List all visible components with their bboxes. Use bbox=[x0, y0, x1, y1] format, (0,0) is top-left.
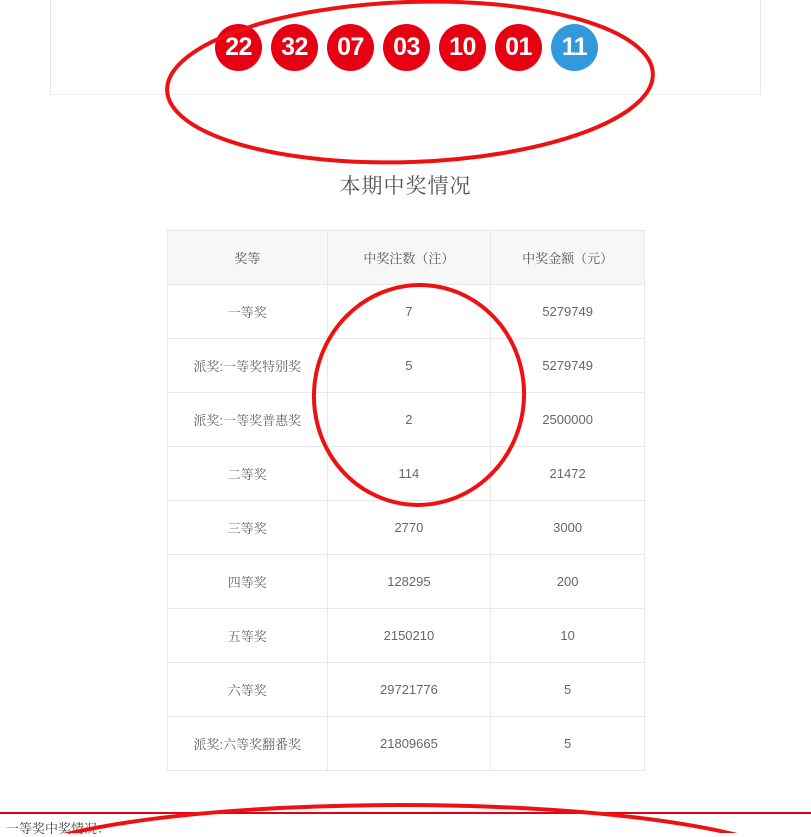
winning-numbers-panel bbox=[50, 0, 761, 95]
cell-count: 2770 bbox=[327, 501, 491, 555]
table-row bbox=[168, 285, 645, 339]
annotation-ellipse-bottom-heading bbox=[0, 805, 800, 833]
cell-level: 派奖:六等奖翻番奖 bbox=[168, 717, 328, 771]
table-row bbox=[168, 447, 645, 501]
section-title: 本期中奖情况 bbox=[339, 175, 472, 198]
cell-level: 四等奖 bbox=[168, 555, 328, 609]
table-row bbox=[168, 339, 645, 393]
cell-level: 三等奖 bbox=[168, 501, 328, 555]
table-row bbox=[168, 663, 645, 717]
cell-level: 派奖:一等奖特别奖 bbox=[168, 339, 328, 393]
cell-count: 29721776 bbox=[327, 663, 491, 717]
cell-amount: 10 bbox=[491, 609, 645, 663]
column-header-count: 中奖注数（注） bbox=[327, 231, 491, 285]
cell-amount: 5279749 bbox=[491, 339, 645, 393]
cell-count: 2 bbox=[327, 393, 491, 447]
prize-table bbox=[167, 230, 645, 771]
cell-count: 7 bbox=[327, 285, 491, 339]
lottery-ball: 10 bbox=[439, 24, 486, 71]
lottery-ball: 03 bbox=[383, 24, 430, 71]
table-row bbox=[168, 501, 645, 555]
table-row bbox=[168, 609, 645, 663]
cell-level: 五等奖 bbox=[168, 609, 328, 663]
cell-amount: 5 bbox=[491, 717, 645, 771]
cell-level: 一等奖 bbox=[168, 285, 328, 339]
cell-amount: 3000 bbox=[491, 501, 645, 555]
cell-count: 2150210 bbox=[327, 609, 491, 663]
table-header-row bbox=[168, 231, 645, 285]
cell-count: 5 bbox=[327, 339, 491, 393]
lottery-ball-special: 11 bbox=[551, 24, 598, 71]
bottom-section-heading: 一等奖中奖情况： bbox=[6, 821, 111, 836]
lottery-ball: 32 bbox=[271, 24, 318, 71]
cell-amount: 200 bbox=[491, 555, 645, 609]
cell-level: 派奖:一等奖普惠奖 bbox=[168, 393, 328, 447]
table-row bbox=[168, 717, 645, 771]
lottery-ball: 01 bbox=[495, 24, 542, 71]
cell-amount: 5279749 bbox=[491, 285, 645, 339]
cell-amount: 2500000 bbox=[491, 393, 645, 447]
cell-amount: 5 bbox=[491, 663, 645, 717]
column-header-amount: 中奖金额（元） bbox=[491, 231, 645, 285]
cell-level: 六等奖 bbox=[168, 663, 328, 717]
cell-amount: 21472 bbox=[491, 447, 645, 501]
column-header-level: 奖等 bbox=[168, 231, 328, 285]
bottom-divider bbox=[0, 812, 811, 814]
lottery-ball: 22 bbox=[215, 24, 262, 71]
table-row bbox=[168, 393, 645, 447]
winning-numbers-list bbox=[51, 0, 762, 95]
cell-level: 二等奖 bbox=[168, 447, 328, 501]
lottery-ball: 07 bbox=[327, 24, 374, 71]
cell-count: 128295 bbox=[327, 555, 491, 609]
cell-count: 114 bbox=[327, 447, 491, 501]
table-row bbox=[168, 555, 645, 609]
cell-count: 21809665 bbox=[327, 717, 491, 771]
